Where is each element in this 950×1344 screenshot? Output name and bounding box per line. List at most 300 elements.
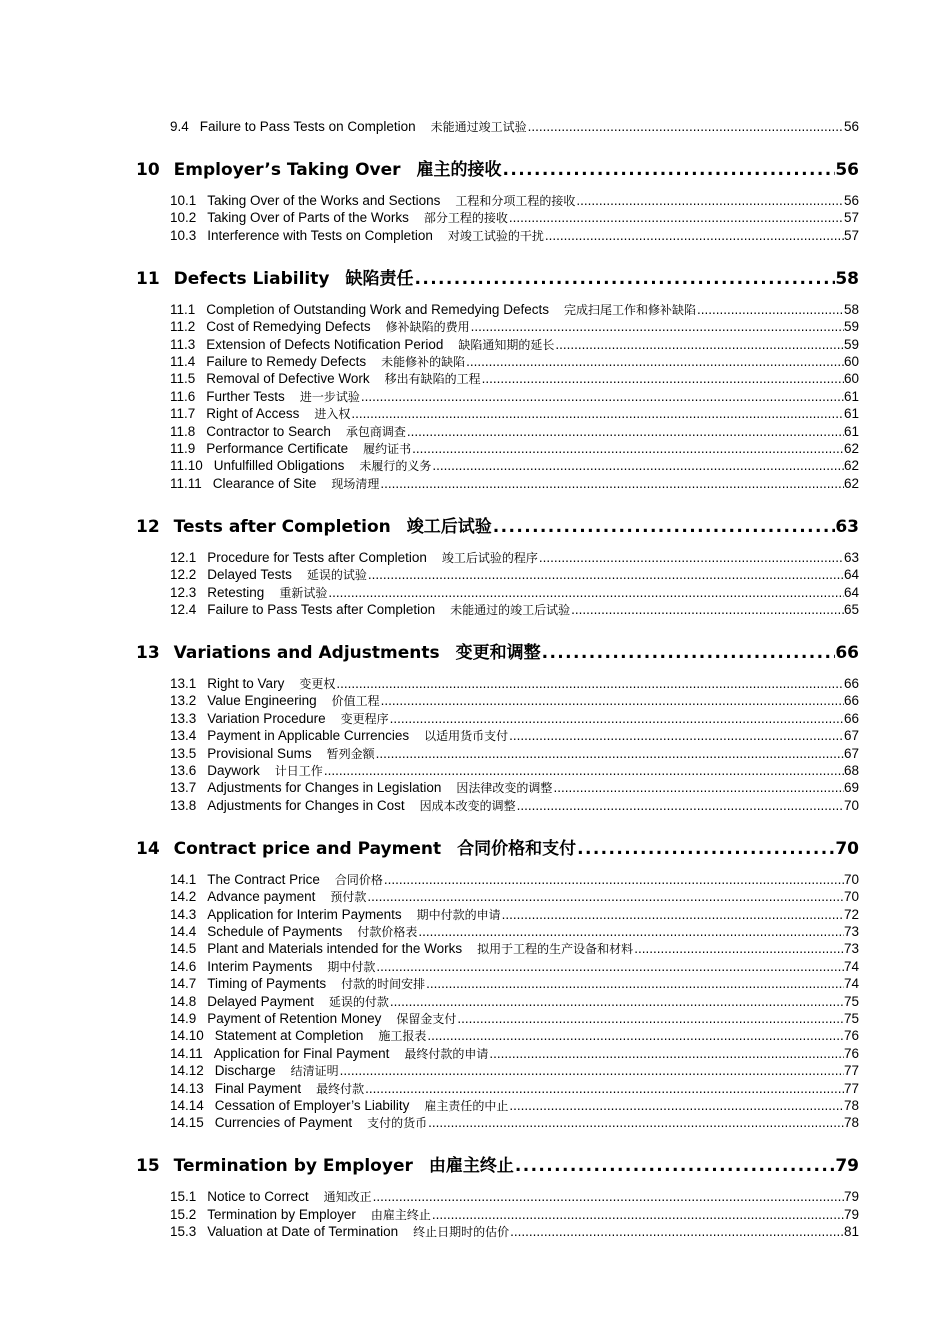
section-number: 13.4 xyxy=(170,728,197,744)
section-title-zh: 承包商调查 xyxy=(345,424,406,439)
section-title-en: Failure to Pass Tests on Completion xyxy=(199,119,416,134)
section-number: 11.6 xyxy=(170,388,196,404)
section-title-zh: 完成扫尾工作和修补缺陷 xyxy=(563,302,696,317)
toc-entry[interactable] xyxy=(170,406,859,422)
toc-entry[interactable] xyxy=(170,602,859,618)
page-number: 74 xyxy=(843,958,859,974)
dot-leader xyxy=(381,693,844,709)
toc-entry[interactable] xyxy=(170,371,859,387)
section-title-zh: 最终付款 xyxy=(316,1081,365,1096)
dot-leader xyxy=(697,302,844,318)
toc-entry[interactable] xyxy=(170,389,859,405)
page-number: 56 xyxy=(843,193,859,208)
section-title-zh: 工程和分项工程的接收 xyxy=(455,194,576,208)
section-title-en: Valuation at Date of Termination xyxy=(207,1224,399,1240)
page-number: 60 xyxy=(843,371,859,387)
dot-leader xyxy=(509,728,844,744)
section-title-zh: 履约证书 xyxy=(363,442,412,456)
section-title-en: Variations and Adjustments xyxy=(173,643,440,663)
toc-entry[interactable] xyxy=(170,728,859,744)
dot-leader xyxy=(427,1028,844,1044)
dot-leader xyxy=(426,976,844,992)
dot-leader xyxy=(489,1046,844,1062)
section-title-en: Failure to Pass Tests after Completion xyxy=(207,602,436,617)
section-number: 14.11 xyxy=(170,1045,203,1061)
section-number: 11.4 xyxy=(170,354,196,369)
section-title-en: Removal of Defective Work xyxy=(206,371,370,387)
section-title-en: Advance payment xyxy=(207,889,316,905)
dot-leader xyxy=(571,602,844,618)
section-title-en: Employer’s Taking Over xyxy=(173,160,401,180)
section-title-zh: 合同价格和支付 xyxy=(457,838,577,859)
section-title-zh: 变更和调整 xyxy=(455,643,541,663)
page-number: 66 xyxy=(835,643,859,663)
section-title-zh: 雇主的接收 xyxy=(416,160,502,180)
toc-entry[interactable] xyxy=(170,1115,859,1131)
section-title-en: Plant and Materials intended for the Works xyxy=(207,941,463,957)
section-title-en: Final Payment xyxy=(214,1080,302,1096)
toc-entry[interactable] xyxy=(170,424,859,440)
dot-leader xyxy=(555,337,844,353)
section-number: 13.2 xyxy=(170,693,197,709)
page-number: 79 xyxy=(843,1189,859,1205)
page-number: 75 xyxy=(843,993,859,1009)
section-number: 11.11 xyxy=(170,475,202,491)
section-title-en: The Contract Price xyxy=(207,871,320,887)
dot-leader xyxy=(553,780,844,796)
section-title-en: Termination by Employer xyxy=(173,1156,413,1177)
toc-chapter-heading[interactable] xyxy=(136,1155,859,1177)
dot-leader xyxy=(351,406,844,422)
toc-entry[interactable] xyxy=(170,798,859,814)
dot-leader xyxy=(418,924,844,940)
section-number: 10.1 xyxy=(170,193,197,208)
toc-entry[interactable] xyxy=(170,193,859,209)
dot-leader xyxy=(380,476,844,492)
dot-leader xyxy=(336,676,844,692)
section-title-zh: 付款的时间安排 xyxy=(341,977,426,992)
section-number: 10 xyxy=(136,160,160,180)
section-title-en: Taking Over of the Works and Sections xyxy=(207,193,441,208)
dot-leader xyxy=(376,746,844,762)
page-number: 79 xyxy=(835,1156,859,1177)
section-number: 11.8 xyxy=(170,423,196,439)
section-number: 13 xyxy=(136,643,160,663)
section-title-zh: 因成本改变的调整 xyxy=(419,798,516,813)
toc-entry[interactable] xyxy=(170,337,859,353)
page-number: 61 xyxy=(843,423,859,439)
section-title-en: Contractor to Search xyxy=(206,423,331,439)
page-number: 77 xyxy=(843,1063,859,1079)
section-title-en: Failure to Remedy Defects xyxy=(206,354,367,369)
page-number: 65 xyxy=(843,602,859,617)
section-number: 14.10 xyxy=(170,1028,204,1044)
toc-entry[interactable] xyxy=(170,941,859,957)
section-title-en: Discharge xyxy=(214,1063,276,1079)
page-number: 56 xyxy=(843,119,859,134)
section-number: 14.14 xyxy=(170,1098,204,1113)
page-number: 62 xyxy=(843,458,859,474)
section-title-en: Adjustments for Changes in Cost xyxy=(207,797,405,813)
dot-leader xyxy=(509,1098,844,1114)
section-title-en: Procedure for Tests after Completion xyxy=(207,549,427,565)
page-number: 77 xyxy=(843,1080,859,1096)
dot-leader xyxy=(373,1189,844,1205)
dot-leader xyxy=(576,193,844,209)
dot-leader xyxy=(493,516,836,538)
section-number: 10.3 xyxy=(170,227,197,243)
section-title-zh: 进入权 xyxy=(314,407,351,422)
toc-chapter-heading[interactable] xyxy=(136,159,859,181)
dot-leader xyxy=(390,711,844,727)
section-title-zh: 价值工程 xyxy=(331,694,380,709)
section-title-zh: 未能通过竣工试验 xyxy=(430,120,527,134)
section-number: 13.6 xyxy=(170,763,197,778)
page-number: 78 xyxy=(843,1115,859,1131)
dot-leader xyxy=(503,159,836,181)
section-title-en: Unfulfilled Obligations xyxy=(213,458,345,474)
dot-leader xyxy=(577,838,835,860)
section-number: 14.15 xyxy=(170,1115,204,1131)
section-title-zh: 计日工作 xyxy=(274,764,323,778)
dot-leader xyxy=(328,585,844,601)
section-title-zh: 由雇主终止 xyxy=(428,1156,514,1177)
section-title-en: Payment in Applicable Currencies xyxy=(207,728,410,744)
dot-leader xyxy=(367,889,844,905)
section-number: 13.1 xyxy=(170,676,197,691)
section-number: 15.1 xyxy=(170,1189,197,1205)
toc-entry[interactable] xyxy=(170,676,859,692)
section-title-en: Contract price and Payment xyxy=(173,838,442,859)
section-title-en: Clearance of Site xyxy=(212,475,317,491)
dot-leader xyxy=(428,1115,844,1131)
section-number: 14.8 xyxy=(170,993,197,1009)
section-title-en: Notice to Correct xyxy=(207,1189,309,1205)
dot-leader xyxy=(542,642,836,664)
section-title-zh: 变更程序 xyxy=(340,711,389,726)
toc-entry[interactable] xyxy=(170,1046,859,1062)
page-number: 70 xyxy=(835,838,859,859)
section-title-en: Delayed Payment xyxy=(207,993,314,1009)
section-title-en: Daywork xyxy=(207,763,260,778)
section-title-zh: 由雇主终止 xyxy=(370,1207,431,1222)
section-title-zh: 施工报表 xyxy=(378,1029,427,1044)
section-title-en: Taking Over of Parts of the Works xyxy=(207,210,409,226)
dot-leader xyxy=(384,872,844,888)
section-title-en: Variation Procedure xyxy=(207,710,326,726)
toc-entry[interactable] xyxy=(170,458,859,474)
toc-entry[interactable] xyxy=(170,889,859,905)
page-number: 63 xyxy=(843,549,859,565)
section-number: 14.3 xyxy=(170,906,197,922)
section-title-zh: 保留金支付 xyxy=(396,1012,457,1026)
toc-entry[interactable] xyxy=(170,1098,859,1114)
page-number: 61 xyxy=(843,406,859,422)
toc-entry[interactable] xyxy=(170,711,859,727)
toc-entry[interactable] xyxy=(170,780,859,796)
toc-entry[interactable] xyxy=(170,976,859,992)
toc-entry[interactable] xyxy=(170,354,859,370)
dot-leader xyxy=(457,1011,844,1027)
page-number: 61 xyxy=(843,388,859,404)
section-number: 11.2 xyxy=(170,319,196,335)
section-number: 13.5 xyxy=(170,745,197,761)
page-number: 75 xyxy=(843,1011,859,1026)
dot-leader xyxy=(517,798,844,814)
page-number: 78 xyxy=(843,1098,859,1113)
dot-leader xyxy=(414,268,835,290)
toc-entry[interactable] xyxy=(170,319,859,335)
dot-leader xyxy=(539,550,844,566)
section-title-en: Delayed Tests xyxy=(207,567,292,583)
section-number: 14.6 xyxy=(170,958,197,974)
section-title-en: Cessation of Employer’s Liability xyxy=(214,1098,410,1113)
section-title-en: Timing of Payments xyxy=(207,976,327,992)
section-number: 14.9 xyxy=(170,1011,197,1026)
toc-entry[interactable] xyxy=(170,228,859,244)
section-title-en: Schedule of Payments xyxy=(207,924,343,939)
section-number: 14.12 xyxy=(170,1063,204,1079)
toc-entry[interactable] xyxy=(170,924,859,940)
section-title-zh: 付款价格表 xyxy=(357,925,418,939)
page-number: 70 xyxy=(843,871,859,887)
dot-leader xyxy=(528,119,844,135)
toc-entry[interactable] xyxy=(170,1189,859,1205)
section-title-zh: 对竣工试验的干扰 xyxy=(447,228,544,243)
page-number: 73 xyxy=(843,924,859,939)
section-title-en: Defects Liability xyxy=(173,268,330,289)
toc-entry[interactable] xyxy=(170,1081,859,1097)
section-title-en: Interim Payments xyxy=(207,958,313,974)
section-title-zh: 终止日期时的估价 xyxy=(413,1225,510,1240)
page-number: 81 xyxy=(843,1224,859,1240)
section-title-zh: 未能修补的缺陷 xyxy=(381,355,466,369)
section-title-zh: 暂列金额 xyxy=(326,746,375,761)
toc-entry[interactable] xyxy=(170,476,859,492)
page-number: 62 xyxy=(843,441,859,456)
section-number: 14.7 xyxy=(170,976,197,992)
section-title-zh: 最终付款的申请 xyxy=(404,1046,489,1061)
toc-entry[interactable] xyxy=(170,994,859,1010)
toc-entry[interactable] xyxy=(170,1063,859,1079)
section-title-en: Adjustments for Changes in Legislation xyxy=(207,780,442,796)
toc-entry[interactable] xyxy=(170,959,859,975)
dot-leader xyxy=(412,441,844,457)
dot-leader xyxy=(368,567,844,583)
section-title-en: Application for Interim Payments xyxy=(207,906,402,922)
toc-chapter-heading[interactable] xyxy=(136,642,859,664)
section-title-zh: 因法律改变的调整 xyxy=(456,781,553,796)
toc-chapter-heading[interactable] xyxy=(136,838,859,860)
toc-entry[interactable] xyxy=(170,585,859,601)
toc-entry[interactable] xyxy=(170,119,859,135)
toc-entry[interactable] xyxy=(170,1028,859,1044)
section-title-en: Payment of Retention Money xyxy=(207,1011,382,1026)
section-title-zh: 预付款 xyxy=(330,890,367,905)
page-number: 70 xyxy=(843,889,859,905)
section-number: 11 xyxy=(136,268,160,289)
section-number: 11.7 xyxy=(170,406,196,422)
section-title-en: Extension of Defects Notification Period xyxy=(206,336,444,352)
section-title-zh: 部分工程的接收 xyxy=(423,211,508,226)
section-title-zh: 缺陷责任 xyxy=(345,268,414,289)
dot-leader xyxy=(515,1155,835,1177)
page-number: 66 xyxy=(843,710,859,726)
section-title-zh: 竣工后试验的程序 xyxy=(441,550,538,565)
page-number: 70 xyxy=(843,797,859,813)
section-number: 12.4 xyxy=(170,602,197,617)
toc-entry[interactable] xyxy=(170,1224,859,1240)
toc-entry[interactable] xyxy=(170,567,859,583)
dot-leader xyxy=(407,424,844,440)
section-number: 13.8 xyxy=(170,797,197,813)
dot-leader xyxy=(509,210,844,226)
toc-entry[interactable] xyxy=(170,907,859,923)
section-number: 14 xyxy=(136,838,160,859)
section-title-en: Retesting xyxy=(207,584,265,600)
section-title-zh: 重新试验 xyxy=(279,585,328,600)
section-title-zh: 期中付款的申请 xyxy=(416,907,501,922)
section-number: 14.4 xyxy=(170,924,197,939)
dot-leader xyxy=(634,941,844,957)
page-number: 74 xyxy=(843,976,859,992)
section-number: 14.2 xyxy=(170,889,197,905)
page-number: 59 xyxy=(843,319,859,335)
toc-chapter-heading[interactable] xyxy=(136,516,859,538)
section-title-zh: 移出有缺陷的工程 xyxy=(384,372,481,387)
toc-entry[interactable] xyxy=(170,872,859,888)
page-number: 68 xyxy=(843,763,859,778)
section-title-zh: 变更权 xyxy=(299,677,336,691)
page-number: 67 xyxy=(843,728,859,744)
section-number: 15.2 xyxy=(170,1206,197,1222)
page-number: 63 xyxy=(835,516,859,537)
page-number: 64 xyxy=(843,567,859,583)
toc-entry[interactable] xyxy=(170,302,859,318)
section-number: 15.3 xyxy=(170,1224,197,1240)
section-title-zh: 现场清理 xyxy=(331,476,380,491)
page-number: 59 xyxy=(843,336,859,352)
section-number: 12.1 xyxy=(170,549,197,565)
page-number: 69 xyxy=(843,780,859,796)
section-title-zh: 结清证明 xyxy=(290,1064,339,1079)
dot-leader xyxy=(432,458,844,474)
section-title-en: Statement at Completion xyxy=(214,1028,364,1044)
section-title-zh: 延误的付款 xyxy=(328,994,389,1009)
section-number: 9.4 xyxy=(170,119,189,134)
dot-leader xyxy=(324,763,844,779)
section-number: 14.13 xyxy=(170,1080,204,1096)
page-number: 62 xyxy=(843,475,859,491)
section-title-en: Further Tests xyxy=(206,388,285,404)
dot-leader xyxy=(361,389,844,405)
page-number: 56 xyxy=(835,160,859,180)
dot-leader xyxy=(466,354,844,370)
section-title-zh: 合同价格 xyxy=(334,872,383,887)
section-title-en: Right of Access xyxy=(206,406,300,422)
section-title-en: Cost of Remedying Defects xyxy=(206,319,371,335)
section-number: 14.1 xyxy=(170,871,197,887)
toc-entry[interactable] xyxy=(170,210,859,226)
section-number: 11.10 xyxy=(170,458,203,474)
page-number: 76 xyxy=(843,1028,859,1044)
section-title-zh: 期中付款 xyxy=(327,959,376,974)
section-title-zh: 拟用于工程的生产设备和材料 xyxy=(477,942,634,957)
dot-leader xyxy=(376,959,844,975)
section-number: 12 xyxy=(136,516,160,537)
section-title-en: Performance Certificate xyxy=(206,441,349,456)
section-title-en: Termination by Employer xyxy=(207,1206,356,1222)
page-number: 60 xyxy=(843,354,859,369)
page-number: 57 xyxy=(843,210,859,226)
section-title-zh: 竣工后试验 xyxy=(406,516,492,537)
dot-leader xyxy=(482,371,844,387)
dot-leader xyxy=(471,319,844,335)
section-title-en: Right to Vary xyxy=(207,676,285,691)
page-number: 58 xyxy=(843,301,859,317)
section-number: 11.1 xyxy=(170,301,196,317)
section-title-zh: 以适用货币支付 xyxy=(424,729,509,744)
section-title-en: Currencies of Payment xyxy=(214,1115,353,1131)
dot-leader xyxy=(510,1224,844,1240)
page-number: 72 xyxy=(843,906,859,922)
dot-leader xyxy=(390,994,844,1010)
section-number: 14.5 xyxy=(170,941,197,957)
section-title-zh: 通知改正 xyxy=(323,1190,372,1205)
section-title-zh: 未能通过的竣工后试验 xyxy=(450,603,571,617)
section-title-en: Value Engineering xyxy=(207,693,317,709)
toc-entry[interactable] xyxy=(170,746,859,762)
section-title-en: Completion of Outstanding Work and Remedying Defects xyxy=(206,301,549,317)
toc-entry[interactable] xyxy=(170,763,859,779)
section-title-zh: 修补缺陷的费用 xyxy=(385,320,470,335)
toc-entry[interactable] xyxy=(170,441,859,457)
section-title-zh: 雇主责任的中止 xyxy=(424,1099,509,1113)
section-title-zh: 支付的货币 xyxy=(367,1116,428,1131)
page-number: 66 xyxy=(843,693,859,709)
toc-chapter-heading[interactable] xyxy=(136,268,859,290)
dot-leader xyxy=(340,1063,844,1079)
section-number: 13.3 xyxy=(170,710,197,726)
toc-entry[interactable] xyxy=(170,550,859,566)
section-number: 15 xyxy=(136,1156,160,1177)
section-number: 11.9 xyxy=(170,441,196,456)
toc-entry[interactable] xyxy=(170,1011,859,1027)
toc-entry[interactable] xyxy=(170,1207,859,1223)
section-number: 12.2 xyxy=(170,567,197,583)
dot-leader xyxy=(545,228,844,244)
dot-leader xyxy=(432,1207,844,1223)
section-title-zh: 延误的试验 xyxy=(306,568,367,583)
section-title-zh: 未履行的义务 xyxy=(359,459,432,474)
page-number: 79 xyxy=(843,1206,859,1222)
section-number: 13.7 xyxy=(170,780,197,796)
page-number: 76 xyxy=(843,1045,859,1061)
section-title-zh: 缺陷通知期的延长 xyxy=(458,337,555,352)
section-title-en: Tests after Completion xyxy=(173,516,391,537)
page-number: 73 xyxy=(843,941,859,957)
page-number: 67 xyxy=(843,745,859,761)
toc-entry[interactable] xyxy=(170,693,859,709)
section-number: 11.3 xyxy=(170,336,196,352)
section-number: 12.3 xyxy=(170,584,197,600)
dot-leader xyxy=(502,907,844,923)
page-number: 58 xyxy=(835,268,859,289)
section-title-en: Provisional Sums xyxy=(207,745,312,761)
dot-leader xyxy=(365,1081,844,1097)
page-number: 64 xyxy=(843,584,859,600)
page-number: 57 xyxy=(843,227,859,243)
